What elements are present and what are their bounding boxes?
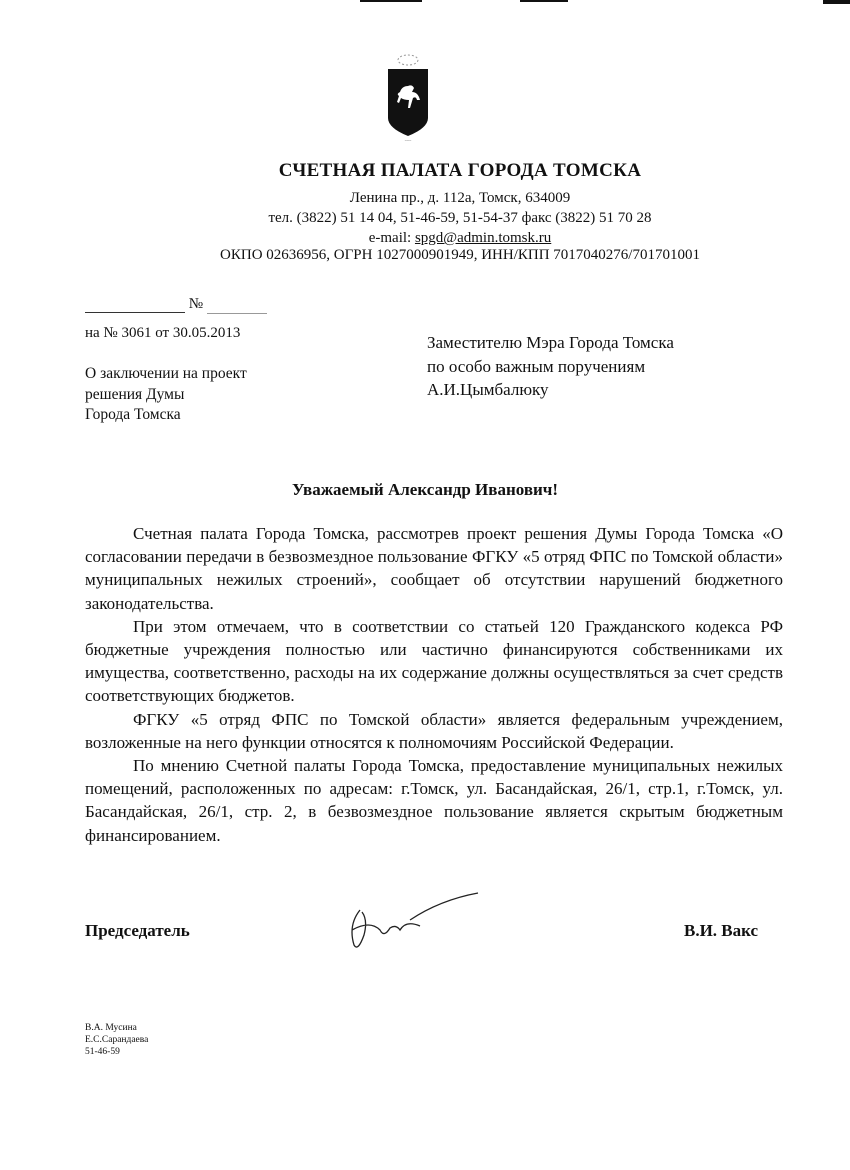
handwritten-signature bbox=[340, 890, 490, 960]
paragraph: По мнению Счетной палаты Города Томска, предоставление муниципальных нежилых помещений, расположенных по адресам: г.Томск, ул. Басандайская, 26/1, стр.1, г.Томск, ул. Басандайская, 26/1, стр. 2, в безвозмездное пользование является скрытым бюджетным финансированием. bbox=[85, 756, 783, 845]
city-emblem bbox=[386, 48, 430, 144]
subject-block bbox=[85, 364, 247, 426]
emblem-caption: ~~~ bbox=[404, 138, 412, 143]
org-email-line bbox=[0, 230, 850, 247]
handwritten-number bbox=[207, 296, 267, 314]
executor-line: Е.С.Сарандаева bbox=[85, 1035, 149, 1045]
org-phones: тел. (3822) 51 14 04, 51-46-59, 51-54-37 факс (3822) 51 70 28 bbox=[268, 210, 652, 226]
subject-line: О заключении на проект bbox=[85, 365, 247, 382]
signer-position: Председатель bbox=[85, 921, 190, 940]
number-sign: № bbox=[188, 296, 204, 312]
letter-body bbox=[85, 522, 783, 847]
addressee-line: Заместителю Мэра Города Томска bbox=[427, 333, 674, 352]
subject-line: решения Думы bbox=[85, 385, 185, 403]
signer-name: В.И. Вакс bbox=[684, 921, 759, 940]
outgoing-number-line bbox=[85, 296, 267, 314]
scan-mark bbox=[360, 0, 422, 2]
greeting: Уважаемый Александр Иванович! bbox=[291, 480, 559, 499]
addressee-line: А.И.Цымбалюку bbox=[427, 380, 549, 399]
email-label: e-mail: bbox=[368, 230, 415, 246]
paragraph: При этом отмечаем, что в соответствии со статьей 120 Гражданского кодекса РФ бюджетные учреждения полностью или частично финансируются собственниками их имущества, соответственно, расходы на их содержание должны осуществляться за счет средств соответствующих бюджетов. bbox=[85, 616, 783, 706]
executor-phone: 51-46-59 bbox=[85, 1047, 120, 1057]
handwritten-date bbox=[85, 297, 185, 313]
subject-line: Города Томска bbox=[85, 406, 181, 423]
email-link[interactable]: spgd@admin.tomsk.ru bbox=[414, 230, 552, 246]
paragraph: ФГКУ «5 отряд ФПС по Томской области» является федеральным учреждением, возложенные на него функции относятся к полномочиям Российской Федерации. bbox=[85, 709, 783, 752]
executor-line: В.А. Мусина bbox=[85, 1023, 137, 1033]
addressee-line: по особо важным поручениям bbox=[427, 356, 646, 376]
scan-mark bbox=[520, 0, 568, 2]
org-codes: ОКПО 02636956, ОГРН 1027000901949, ИНН/КПП 7017040276/701701001 bbox=[220, 247, 700, 263]
executors-block bbox=[85, 1022, 148, 1058]
org-name: СЧЕТНАЯ ПАЛАТА ГОРОДА ТОМСКА bbox=[278, 160, 642, 181]
paragraph: Счетная палата Города Томска, рассмотрев проект решения Думы Города Томска «О согласовании передачи в безвозмездное пользование ФГКУ «5 отряд ФПС по Томской области» муниципальных нежилых строений», сообщает об отсутствии нарушений бюджетного законодательства. bbox=[85, 524, 783, 613]
addressee-block bbox=[427, 331, 674, 402]
reply-reference: на № 3061 от 30.05.2013 bbox=[85, 325, 241, 341]
org-address: Ленина пр., д. 112а, Томск, 634009 bbox=[349, 190, 571, 206]
scan-mark bbox=[823, 0, 850, 4]
